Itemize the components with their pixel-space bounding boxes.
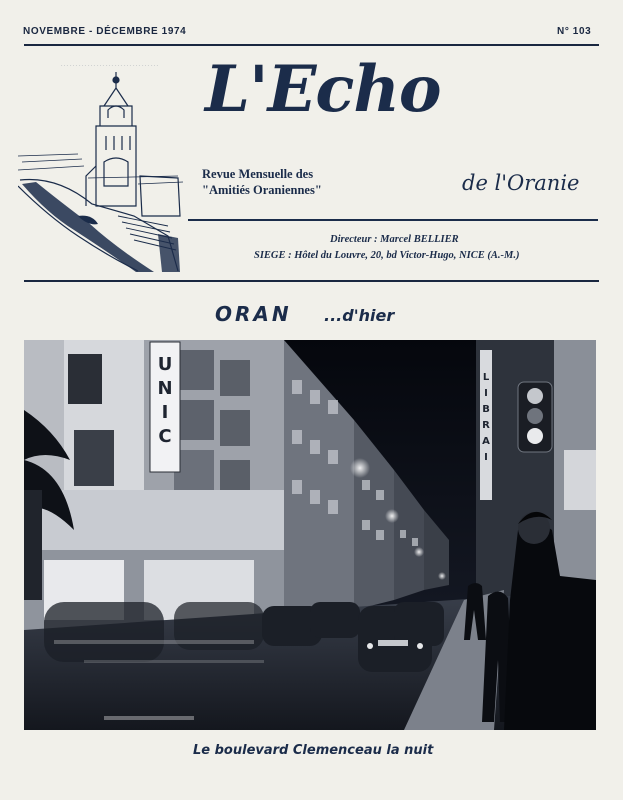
bleed-through-text: …………………………… xyxy=(60,58,159,68)
issue-number: N° 103 xyxy=(557,26,592,37)
photo-sign-unic-2: N xyxy=(157,378,173,399)
masthead-rule xyxy=(188,219,598,221)
photo-sign-unic-1: U xyxy=(157,354,173,375)
church-tower-illustration xyxy=(18,66,186,276)
photo-sign-unic-3: I xyxy=(161,402,169,423)
issue-date: NOVEMBRE - DÉCEMBRE 1974 xyxy=(23,26,187,37)
photo-caption: Le boulevard Clemenceau la nuit xyxy=(193,743,434,758)
photo-sign-librairie-3: B xyxy=(482,404,490,415)
cover-headline: ORAN xyxy=(215,302,292,326)
header-rule xyxy=(24,44,599,46)
masthead-title-suffix: de l'Oranie xyxy=(462,171,580,195)
night-street-photo xyxy=(24,340,596,730)
photo-sign-unic-4: C xyxy=(158,426,172,447)
masthead-subtitle-line2: "Amitiés Oraniennes" xyxy=(202,183,322,197)
masthead-title: L'Echo xyxy=(205,52,441,127)
photo-sign-librairie-2: I xyxy=(484,388,488,399)
photo-sign-librairie-6: I xyxy=(484,452,488,463)
photo-sign-librairie-5: A xyxy=(482,436,490,447)
photo-sign-librairie-4: R xyxy=(482,420,490,431)
masthead-subtitle-line1: Revue Mensuelle des xyxy=(202,167,314,181)
director-line: Directeur : Marcel BELLIER xyxy=(330,234,459,245)
photo-sign-librairie-1: L xyxy=(482,372,490,383)
section-rule xyxy=(24,280,599,282)
cover-headline-suffix: ...d'hier xyxy=(324,306,395,325)
siege-line: SIEGE : Hôtel du Louvre, 20, bd Victor-Hugo, NICE (A.-M.) xyxy=(254,250,520,261)
